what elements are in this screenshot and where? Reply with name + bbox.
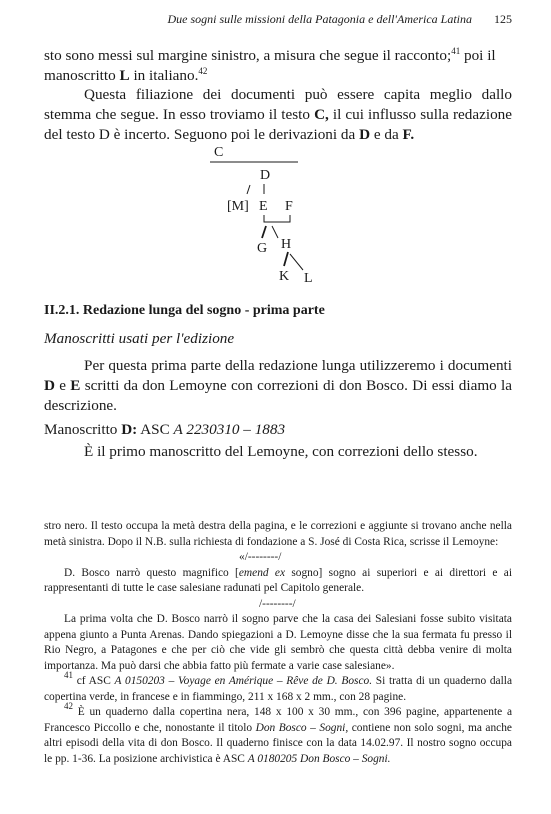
stemma-diagram [200, 142, 320, 292]
stemma-line [290, 254, 303, 270]
stemma-node-d: D [260, 168, 271, 183]
footnote-ref-41[interactable]: 41 [451, 46, 461, 56]
note-text: D. Bosco narrò questo magnifico [emend ex sogno] sogno ai superiori e ai direttori e ai rappresentanti di tutte le case salesiane radunati pel Capitolo generale. [44, 566, 512, 594]
stemma-line [284, 252, 288, 266]
separator: /--------/ [259, 597, 296, 610]
stemma-line [272, 226, 278, 238]
section-heading: II.2.1. Redazione lunga del sogno - prima parte [44, 303, 325, 318]
note-text: La prima volta che D. Bosco narrò il sogno parve che la casa dei Salesiani fosse subito visitata appena giunto a Punta Arenas. Dando spiegazioni a D. Lemoyne disse che la sua fermata fu presso il Rio Negro, a Patagones e che per ciò che vide gli sembrò che questa città debba venire di molta importanza. Ma può darsi che abbia fatto più fermate a varie case salesiane». [44, 613, 512, 672]
footnote-42: $^{42}$ È un quaderno dalla copertina nera, 148 x 100 x 30 mm., con 396 pagine, appartenente a Francesco Piccollo e che, nonostante il titolo Don Bosco – Sogni, contiene non solo sogni, ma anche altri episodi della vita di don Bosco. Il quaderno finisce con la data 14.02.97. Il nostro sogno occupa le pp. 1-36. La posizione archivistica è ASC A 0180205 Don Bosco – Sogni. [44, 701, 512, 765]
stemma-node-l: L [304, 271, 313, 286]
manuscript-line: Manoscritto D: ASC A 2230310 – 1883 [44, 421, 286, 438]
intro-paragraph: sto sono messi sul margine sinistro, a misura che segue il racconto;$^{41}$ poi il manoscritto L in italiano.$^{42}$ [44, 46, 496, 84]
body-paragraph: Per questa prima parte della redazione lunga utilizzeremo i documenti D e E scritti da don Lemoyne con correzioni di don Bosco. Di essi diamo la descrizione. [44, 357, 512, 414]
stemma-line [264, 215, 290, 222]
stemma-node-h: H [281, 237, 292, 252]
stemma-line [262, 226, 266, 238]
note-text: stro nero. Il testo occupa la metà destra della pagina, e le correzioni e aggiunte si trovano anche nella metà sinistra. Dopo il N.B. sulla richiesta di fondazione a S. José di Costa Rica, scrisse il Lemoyne: [44, 520, 512, 548]
manuscript-description: È il primo manoscritto del Lemoyne, con correzioni dello stesso. [84, 443, 478, 460]
stemma-node-f: F [285, 199, 293, 214]
stemma-line [247, 185, 250, 194]
running-title: Due sogni sulle missioni della Patagonia e dell'America Latina [167, 12, 472, 26]
stemma-node-e: E [259, 199, 268, 214]
stemma-node-g: G [257, 241, 268, 256]
footnote-41: $^{41}$ cf ASC A 0150203 – Voyage en Amérique – Rêve de D. Bosco. Si tratta di un quaderno dalla copertina verde, in francese e in fiammingo, 211 x 168 x 2 mm., con 28 pagine. [44, 670, 512, 703]
stemma-node-c: C [214, 145, 224, 160]
notes-block [44, 519, 512, 767]
stemma-node-m: [M] [227, 199, 249, 214]
section-subheading: Manoscritti usati per l'edizione [44, 330, 235, 347]
page-number: 125 [494, 12, 512, 26]
filiation-paragraph: Questa filiazione dei documenti può essere capita meglio dallo stemma che segue. In esso troviamo il testo C, il cui influsso sulla redazione del testo D è incerto. Seguono poi le derivazioni da D e da F. [44, 86, 512, 143]
separator: «/--------/ [239, 551, 282, 563]
stemma-node-k: K [279, 269, 290, 284]
footnote-ref-42[interactable]: 42 [198, 66, 208, 76]
